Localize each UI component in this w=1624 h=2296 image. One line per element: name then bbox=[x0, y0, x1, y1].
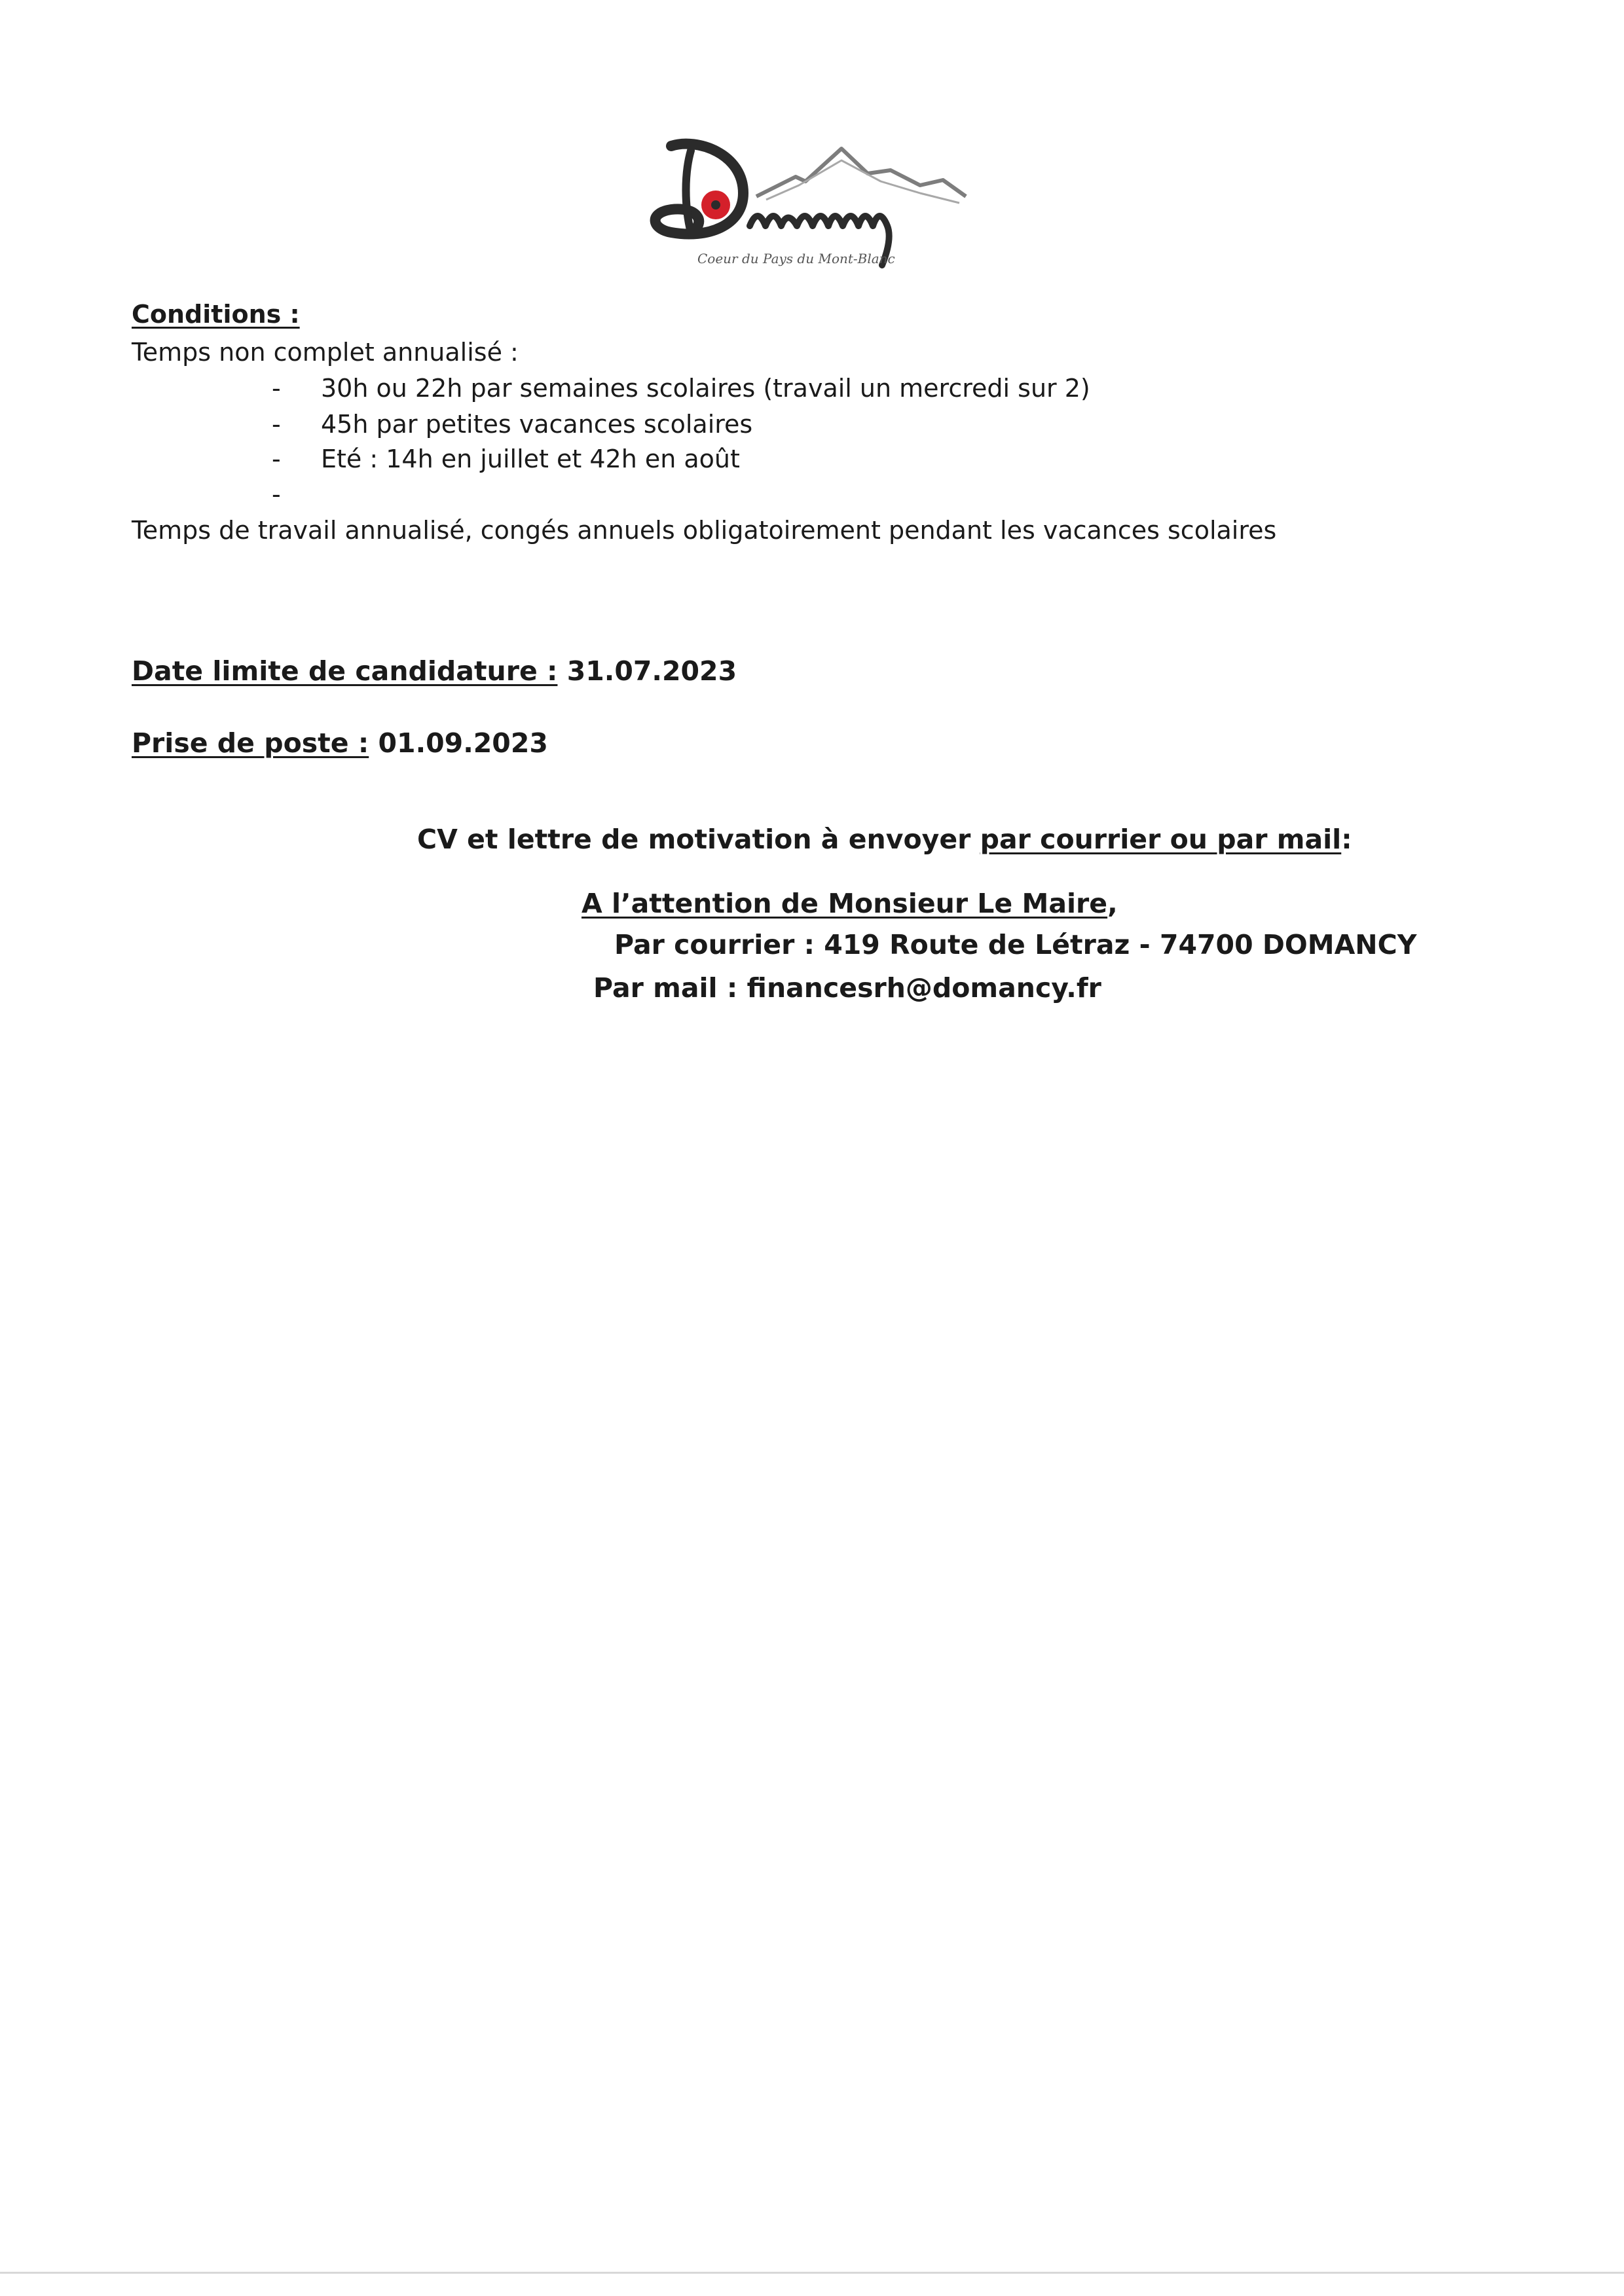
application-method: par courrier ou par mail bbox=[980, 824, 1342, 855]
deadline-label: Date limite de candidature : bbox=[132, 655, 558, 687]
start-date bbox=[132, 727, 548, 759]
email-address[interactable]: Par mail : financesrh@domancy.fr bbox=[593, 972, 1101, 1004]
conditions-note: Temps de travail annualisé, congés annuels obligatoirement pendant les vacances scolaires bbox=[132, 516, 1277, 545]
application-instructions bbox=[417, 823, 1352, 856]
attention-comma: , bbox=[1107, 888, 1118, 919]
conditions-title: Conditions : bbox=[132, 300, 300, 329]
attention-text: A l’attention de Monsieur Le Maire bbox=[581, 888, 1108, 919]
attention-line bbox=[581, 887, 1118, 920]
postal-address: Par courrier : 419 Route de Létraz - 74700 DOMANCY bbox=[614, 929, 1417, 960]
list-item: Eté : 14h en juillet et 42h en août bbox=[321, 445, 740, 473]
start-label: Prise de poste : bbox=[132, 727, 369, 759]
list-dash: - bbox=[272, 445, 281, 473]
list-dash: - bbox=[272, 410, 281, 439]
application-text: CV et lettre de motivation à envoyer bbox=[417, 824, 980, 855]
deadline-value: 31.07.2023 bbox=[566, 655, 737, 687]
list-dash: - bbox=[272, 480, 281, 509]
start-value: 01.09.2023 bbox=[378, 727, 548, 759]
domancy-logo bbox=[645, 134, 986, 268]
logo-tagline: Coeur du Pays du Mont-Blanc bbox=[697, 251, 895, 266]
list-item: 45h par petites vacances scolaires bbox=[321, 410, 753, 439]
application-colon: : bbox=[1341, 824, 1352, 855]
scan-edge-line bbox=[0, 2272, 1624, 2274]
list-dash: - bbox=[272, 374, 281, 403]
domancy-logo-graphic bbox=[645, 134, 986, 268]
list-item: 30h ou 22h par semaines scolaires (travail un mercredi sur 2) bbox=[321, 374, 1090, 403]
application-deadline bbox=[132, 655, 737, 687]
conditions-intro: Temps non complet annualisé : bbox=[132, 338, 519, 367]
